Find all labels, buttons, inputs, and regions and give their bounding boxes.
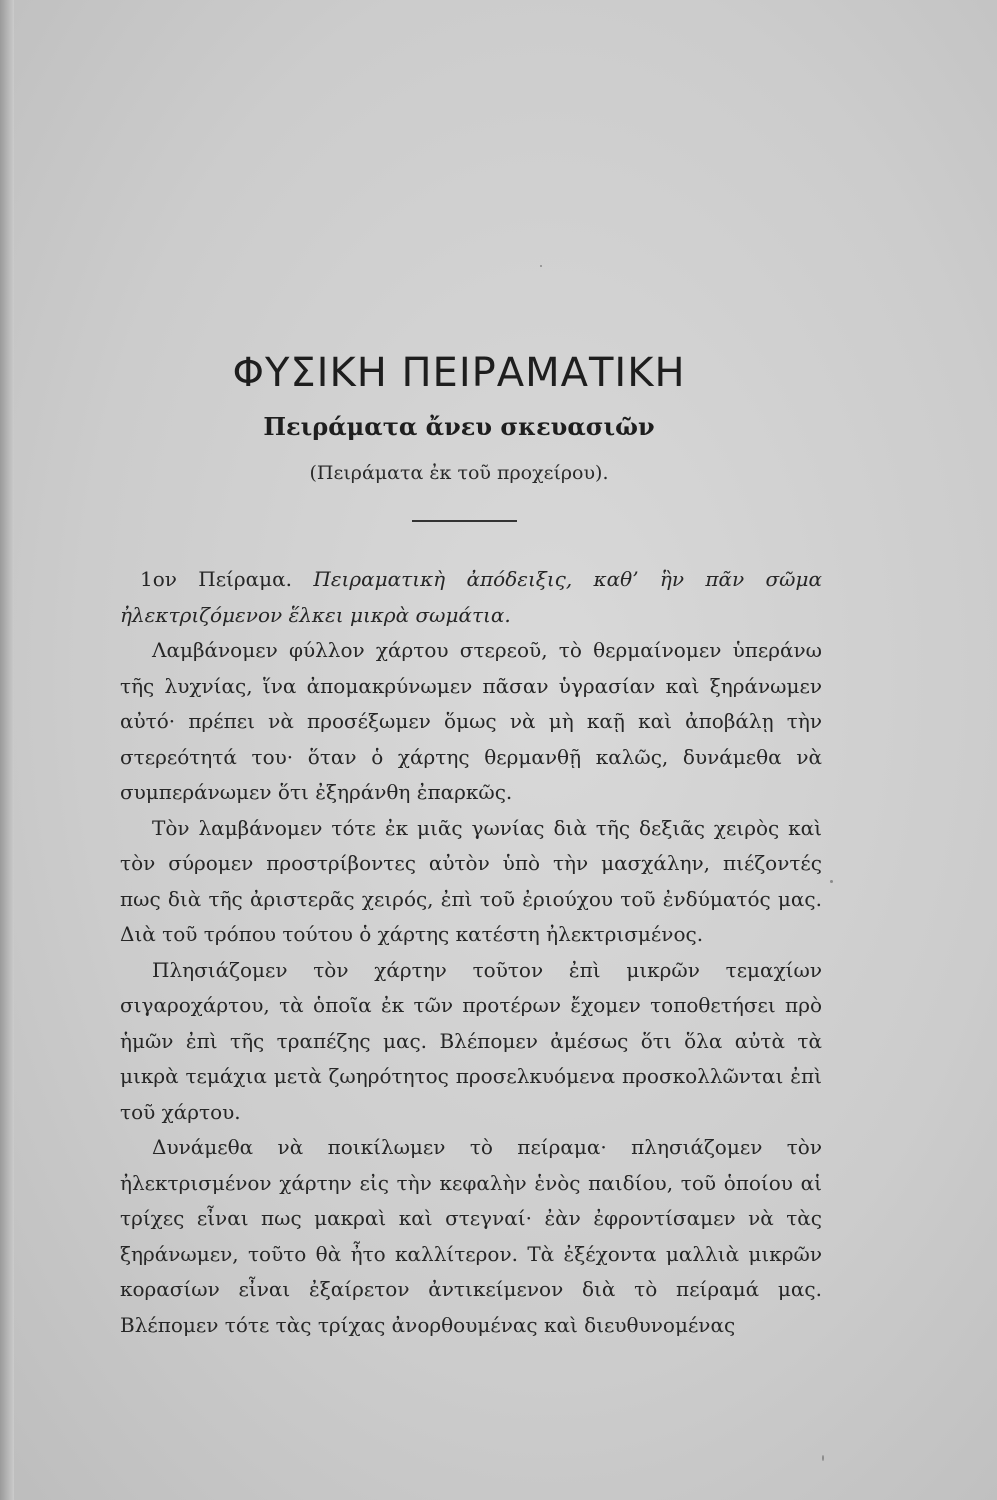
- experiment-label: 1ον Πείραμα.: [140, 567, 293, 591]
- section-divider: [412, 520, 517, 522]
- paragraph: Τὸν λαμβάνομεν τότε ἐκ μιᾶς γωνίας διὰ τῆς δεξιᾶς χειρὸς καὶ τὸν σύρομεν προστρίβοντες αὐτὸν ὑπὸ τὴν μασχάλην, πιέζοντές πως διὰ τῆς ἀριστερᾶς χειρός, ἐπὶ τοῦ ἐριούχου τοῦ ἐνδύματός μας. Διὰ τοῦ τρόπου τούτου ὁ χάρτης κατέστη ἠλεκτρισμένος.: [120, 815, 822, 946]
- speck: [822, 1455, 824, 1461]
- experiment-heading-paragraph: [120, 562, 822, 633]
- paragraph: Δυνάμεθα νὰ ποικίλωμεν τὸ πείραμα· πλησιάζομεν τὸν ἠλεκτρισμένον χάρτην εἰς τὴν κεφαλὴν ἑνὸς παιδίου, τοῦ ὁποίου αἱ τρίχες εἶναι πως μακραὶ καὶ στεγναί· ἐὰν ἐφροντίσαμεν νὰ τὰς ξηράνωμεν, τοῦτο θὰ ἦτο καλλίτερον. Τὰ ἐξέχοντα μαλλιὰ μικρῶν κορασίων εἶναι ἐξαίρετον ἀντικείμενον διὰ τὸ πείραμά μας. Βλέπομεν τότε τὰς τρίχας ἀνορθουμένας καὶ διευθυνομένας: [120, 1135, 822, 1337]
- experiment-heading: Πειραματικὴ ἀπόδειξις, καθ’ ἣν πᾶν σῶμα ἠλεκτριζόμενον ἕλκει μικρὰ σωμάτια.: [120, 567, 822, 627]
- page-gutter: [0, 0, 14, 1500]
- speck: [540, 265, 542, 267]
- body-text: [120, 562, 822, 1343]
- paragraph: Πλησιάζομεν τὸν χάρτην τοῦτον ἐπὶ μικρῶν τεμαχίων σιγαροχάρτου, τὰ ὁποῖα ἐκ τῶν προτέρων ἔχομεν τοποθετήσει πρὸ ἡμῶν ἐπὶ τῆς τραπέζης μας. Βλέπομεν ἀμέσως ὅτι ὅλα αὐτὰ τὰ μικρὰ τεμάχια μετὰ ζωηρότητος προσελκυόμενα προσκολλῶνται ἐπὶ τοῦ χάρτου.: [120, 957, 822, 1124]
- section-subtitle: Πειράματα ἄνευ σκευασιῶν: [263, 412, 655, 441]
- page-title: ΦΥΣΙΚΗ ΠΕΙΡΑΜΑΤΙΚΗ: [232, 350, 686, 396]
- paragraph: Λαμβάνομεν φύλλον χάρτου στερεοῦ, τὸ θερμαίνομεν ὑπεράνω τῆς λυχνίας, ἵνα ἀπομακρύνωμεν πᾶσαν ὑγρασίαν καὶ ξηράνωμεν αὐτό· πρέπει νὰ προσέξωμεν ὅμως νὰ μὴ καῇ καὶ ἀποβάλῃ τὴν στερεότητά του· ὅταν ὁ χάρτης θερμανθῇ καλῶς, δυνάμεθα νὰ συμπεράνωμεν ὅτι ἐξηράνθη ἐπαρκῶς.: [120, 638, 822, 804]
- section-note: (Πειράματα ἐκ τοῦ προχείρου).: [309, 462, 609, 484]
- speck: [830, 880, 833, 883]
